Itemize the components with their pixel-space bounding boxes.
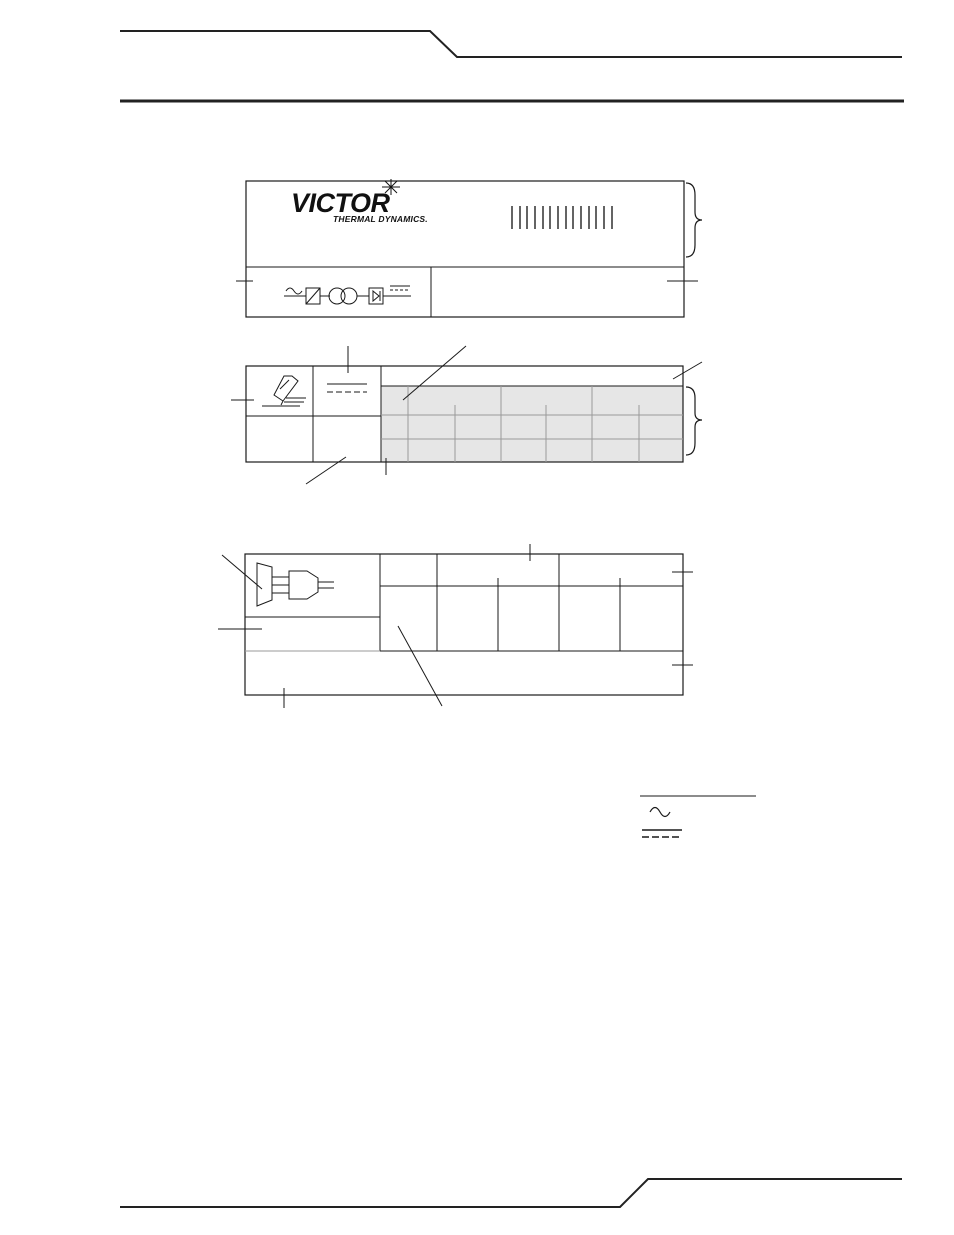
ac-symbol-icon [650,808,670,817]
dc-symbol-icon [642,830,682,837]
thermal-dynamics-logo: THERMAL DYNAMICS. [333,214,428,224]
victor-logo: VICTOR [291,188,390,218]
